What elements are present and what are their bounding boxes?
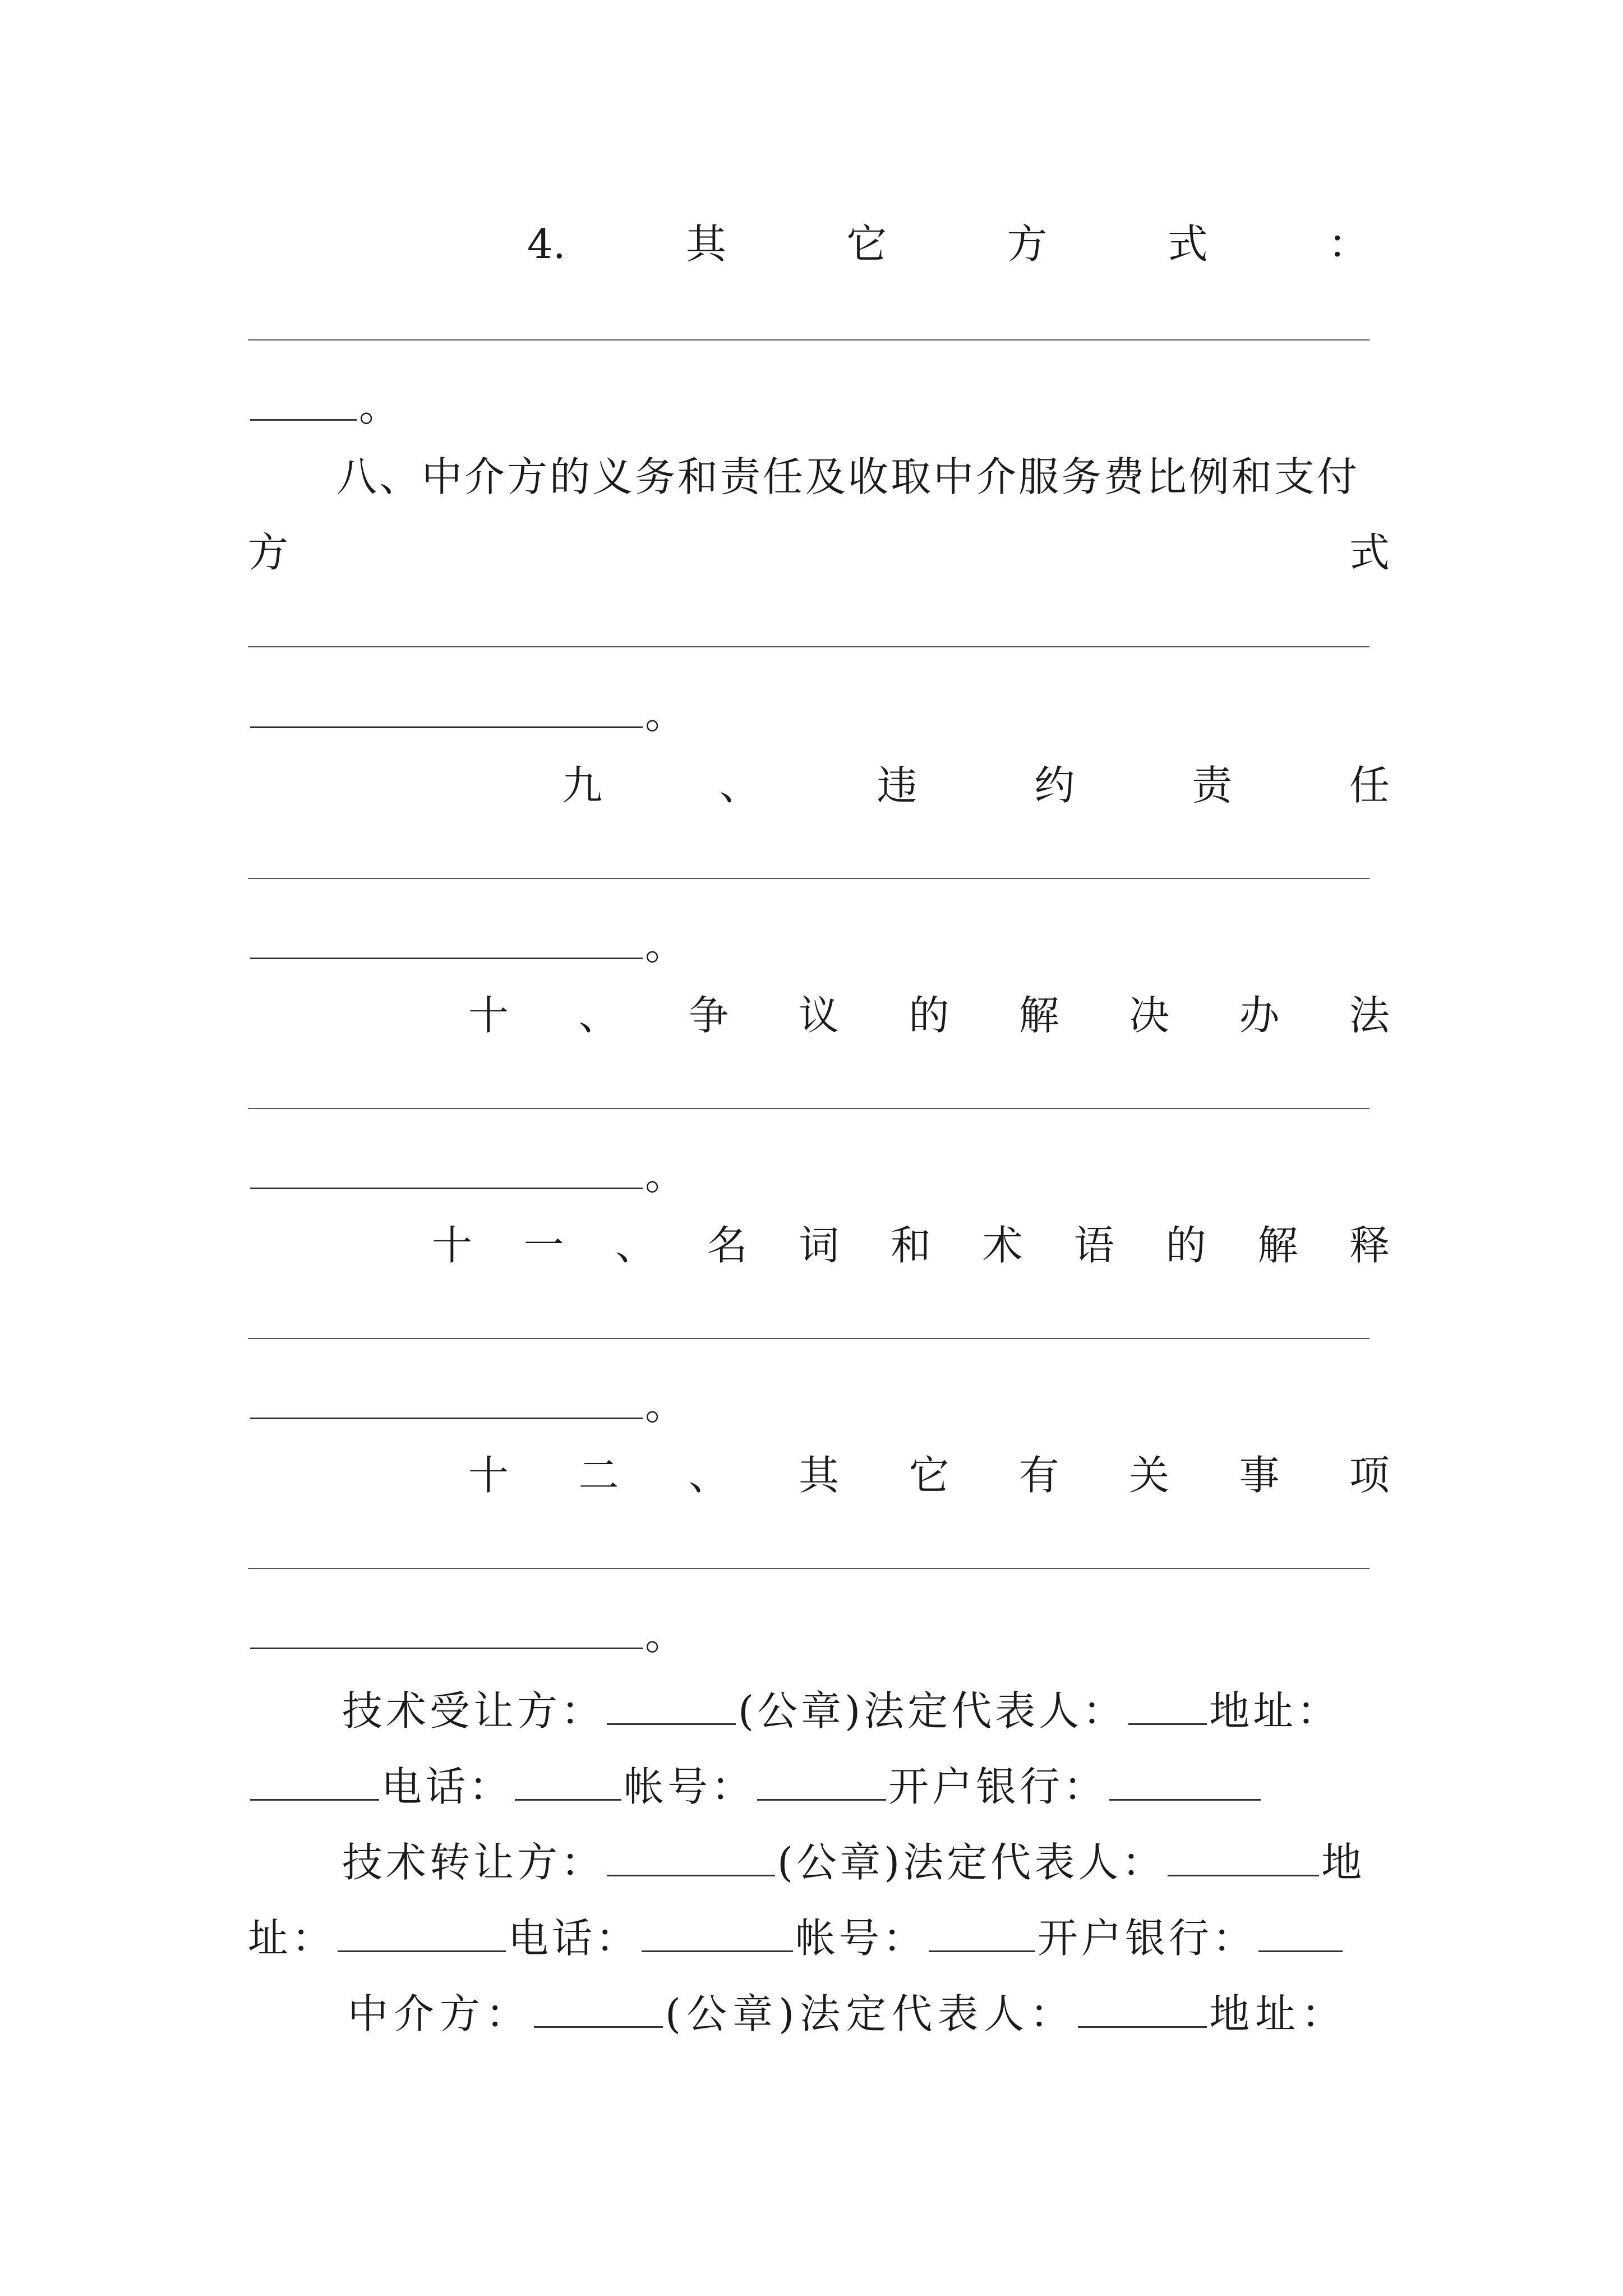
section-9-heading: 九 、 违 约 责 任: [562, 762, 1390, 809]
transferee-line-1: 技术受让方： (公章)法定代表人： 地址：: [342, 1687, 1341, 1734]
section-10-heading: 十 、 争 议 的 解 决 办 法: [468, 992, 1390, 1039]
section-12-heading: 十 二 、 其 它 有 关 事 项: [468, 1452, 1390, 1499]
blank-line-end: 。: [248, 1610, 685, 1660]
blank-line-end: 。: [248, 381, 399, 432]
section-8-heading: 八、中介方的义务和责任及收取中介服务费比例和支付: [336, 453, 1360, 500]
blank-line: [248, 878, 1370, 879]
blank-line: [248, 339, 1370, 341]
section-11-heading: 十 一 、 名 词 和 术 语 的 解 释: [432, 1222, 1390, 1269]
blank-line-end: 。: [248, 1150, 685, 1200]
blank-line: [248, 1108, 1370, 1109]
blank-line: [248, 1338, 1370, 1339]
transferor-line-1: 技术转让方： (公章)法定代表人： 地: [342, 1839, 1366, 1886]
blank-line-end: 。: [248, 1380, 685, 1430]
transferee-line-2: 电话： 帐号： 开户银行：: [248, 1761, 1263, 1812]
blank-line-end: 。: [248, 920, 685, 970]
intermediary-line-1: 中介方： (公章)法定代表人： 地址：: [348, 1990, 1348, 2037]
blank-line-end: 。: [248, 689, 685, 739]
transferor-line-2: 址： 电话： 帐号： 开户银行：: [248, 1913, 1345, 1963]
blank-line: [248, 1568, 1370, 1569]
section-8-heading-cont: 方 式: [248, 529, 1390, 576]
blank-line: [248, 646, 1370, 647]
other-methods-heading: 4. 其 它 方 式 ：: [527, 220, 1368, 268]
